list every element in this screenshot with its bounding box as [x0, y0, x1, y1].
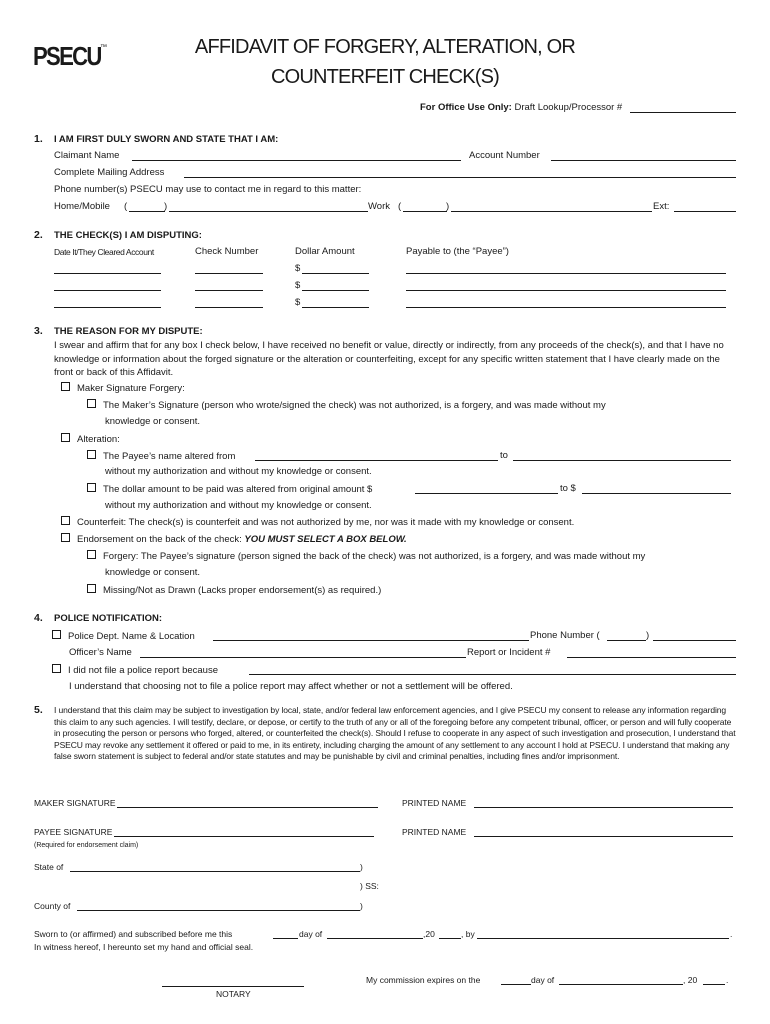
payee-field[interactable]: [406, 273, 726, 274]
commission-period: .: [726, 975, 729, 985]
section-4-heading: POLICE NOTIFICATION:: [54, 613, 163, 624]
report-number-label: Report or Incident #: [467, 647, 551, 658]
county-close-paren: ): [360, 901, 363, 911]
section-2-heading: THE CHECK(S) I AM DISPUTING:: [54, 230, 202, 241]
endorsement-label: Endorsement on the back of the check:: [77, 534, 242, 545]
title-line-2: COUNTERFEIT CHECK(S): [270, 66, 500, 88]
claimant-name-field[interactable]: [132, 160, 461, 161]
maker-signature-field[interactable]: [117, 807, 378, 808]
police-area-code-field[interactable]: [607, 640, 646, 641]
processor-number-line[interactable]: [630, 112, 736, 113]
sworn-statement-label: Sworn to (or affirmed) and subscribed before me this: [34, 929, 233, 939]
commission-year-prefix: , 20: [683, 975, 698, 985]
payee-forgery-option[interactable]: [87, 550, 645, 563]
payee-forgery-label-cont: knowledge or consent.: [105, 567, 201, 578]
ss-label: ) SS:: [360, 881, 379, 891]
payee-altered-checkbox[interactable]: [87, 450, 96, 459]
police-dept-option[interactable]: [52, 630, 195, 643]
commission-day-field[interactable]: [501, 984, 531, 985]
office-use-only: [420, 102, 622, 114]
check-number-field[interactable]: [195, 290, 263, 291]
commission-month-field[interactable]: [559, 984, 683, 985]
dispute-intro: I swear and affirm that for any box I check below, I have received no benefit or value, directly or indirectly, from any proceeds of the check(s), and that I have no knowledge or information about the forged signature or the alteration or counterfeiting, except for any specific written statement that I have clearly made on the front or back of this Affidavit.: [54, 340, 724, 378]
title-line-1: AFFIDAVIT OF FORGERY, ALTERATION, OR: [194, 36, 576, 58]
payee-altered-option[interactable]: [87, 450, 235, 463]
home-mobile-label: Home/Mobile: [54, 201, 110, 212]
officer-name-label: Officer’s Name: [69, 647, 132, 658]
missing-endorsement-option[interactable]: [87, 584, 381, 597]
police-dept-label: Police Dept. Name & Location: [68, 631, 195, 642]
col-payee: Payable to (the “Payee”): [406, 246, 509, 257]
amount-field[interactable]: [302, 307, 369, 308]
no-report-reason-field[interactable]: [249, 674, 736, 675]
counterfeit-checkbox[interactable]: [61, 516, 70, 525]
endorsement-required-note: (Required for endorsement claim): [34, 842, 139, 849]
section-2-number: 2.: [34, 229, 43, 241]
report-number-field[interactable]: [567, 657, 736, 658]
col-check-number: Check Number: [195, 246, 259, 257]
alteration-checkbox[interactable]: [61, 433, 70, 442]
altered-amount-field[interactable]: [582, 493, 731, 494]
police-phone-close-paren: ): [646, 630, 650, 641]
maker-forgery-label: Maker Signature Forgery:: [77, 383, 185, 394]
endorsement-note: YOU MUST SELECT A BOX BELOW.: [244, 534, 407, 545]
date-field[interactable]: [54, 290, 161, 291]
no-report-label: I did not file a police report because: [68, 665, 218, 676]
account-number-label: Account Number: [469, 150, 540, 161]
payee-altered-from-field[interactable]: [255, 460, 498, 461]
sworn-day-field[interactable]: [273, 938, 298, 939]
police-report-understanding: I understand that choosing not to file a police report may affect whether or not a settlement will be offered.: [69, 681, 513, 692]
ext-label: Ext:: [653, 201, 670, 212]
commission-day-of-label: day of: [531, 975, 555, 985]
notary-signature-field[interactable]: [162, 986, 304, 987]
home-phone-field[interactable]: [169, 211, 368, 212]
dollar-altered-checkbox[interactable]: [87, 483, 96, 492]
amount-field[interactable]: [302, 273, 369, 274]
counterfeit-label: Counterfeit: The check(s) is counterfeit and was not authorized by me, nor was it made with my knowledge or consent.: [77, 517, 575, 528]
dollar-altered-label: The dollar amount to be paid was altered from original amount $: [103, 484, 373, 495]
payee-altered-to-label: to: [500, 450, 508, 461]
notary-label: NOTARY: [216, 989, 251, 999]
work-area-open-paren: (: [398, 201, 402, 212]
dollar-altered-to-label: to $: [560, 483, 576, 494]
section-3-number: 3.: [34, 325, 43, 337]
trademark-symbol: ™: [100, 44, 107, 51]
work-area-code-field[interactable]: [403, 211, 447, 212]
state-of-label: State of: [34, 862, 64, 872]
mailing-address-label: Complete Mailing Address: [54, 167, 165, 178]
dollar-sign: $: [295, 263, 301, 274]
mailing-address-field[interactable]: [184, 177, 736, 178]
sworn-month-field[interactable]: [327, 938, 423, 939]
county-of-field[interactable]: [77, 910, 360, 911]
maker-signature-label: The Maker’s Signature (person who wrote/signed the check) was not authorized, is a forgery, and was made without my: [103, 400, 606, 411]
work-label: Work: [368, 201, 390, 212]
police-phone-field[interactable]: [653, 640, 736, 641]
account-number-field[interactable]: [551, 160, 736, 161]
sworn-year-prefix: ,20: [423, 929, 435, 939]
county-of-label: County of: [34, 901, 71, 911]
sworn-day-of-label: day of: [299, 929, 323, 939]
payee-altered-to-field[interactable]: [513, 460, 731, 461]
missing-endorsement-checkbox[interactable]: [87, 584, 96, 593]
claimant-name-label: Claimant Name: [54, 150, 120, 161]
office-use-label: For Office Use Only:: [420, 102, 512, 113]
col-date-cleared: Date It/They Cleared Account: [54, 247, 154, 257]
endorsement-checkbox[interactable]: [61, 533, 70, 542]
commission-year-field[interactable]: [703, 984, 725, 985]
commission-expires-label: My commission expires on the: [366, 975, 481, 985]
payee-printed-name-label: PRINTED NAME: [402, 827, 467, 837]
home-area-code-field[interactable]: [129, 211, 165, 212]
payee-field[interactable]: [406, 290, 726, 291]
dollar-sign: $: [295, 280, 301, 291]
state-of-field[interactable]: [70, 871, 360, 872]
maker-printed-name-field[interactable]: [474, 807, 733, 808]
dollar-sign: $: [295, 297, 301, 308]
sworn-by-label: , by: [461, 929, 475, 939]
sworn-period: .: [730, 929, 733, 939]
check-number-field[interactable]: [195, 273, 263, 274]
maker-signature-label: MAKER SIGNATURE: [34, 798, 116, 808]
maker-forgery-checkbox[interactable]: [61, 382, 70, 391]
check-number-field[interactable]: [195, 307, 263, 308]
office-use-value: Draft Lookup/Processor #: [514, 102, 623, 113]
ext-field[interactable]: [674, 211, 736, 212]
home-area-close-paren: ): [164, 201, 168, 212]
section-4-number: 4.: [34, 612, 43, 624]
officer-name-field[interactable]: [140, 657, 466, 658]
no-report-checkbox[interactable]: [52, 664, 61, 673]
alteration-option[interactable]: [61, 433, 120, 446]
sworn-by-field[interactable]: [477, 938, 729, 939]
state-close-paren: ): [360, 862, 363, 872]
alteration-label: Alteration:: [77, 434, 120, 445]
police-dept-checkbox[interactable]: [52, 630, 61, 639]
maker-forgery-option[interactable]: [61, 382, 185, 395]
home-area-open-paren: (: [124, 201, 128, 212]
maker-signature-label-cont: knowledge or consent.: [105, 416, 201, 427]
payee-signature-field[interactable]: [114, 836, 374, 837]
col-dollar-amount: Dollar Amount: [295, 246, 355, 257]
maker-signature-option[interactable]: [87, 399, 606, 412]
witness-statement: In witness hereof, I hereunto set my hand and official seal.: [34, 942, 254, 952]
endorsement-option[interactable]: [61, 533, 407, 546]
payee-signature-label: PAYEE SIGNATURE: [34, 827, 113, 837]
without-authorization-2: without my authorization and without my knowledge or consent.: [105, 500, 372, 511]
work-phone-field[interactable]: [451, 211, 652, 212]
date-field[interactable]: [54, 273, 161, 274]
payee-altered-label: The Payee’s name altered from: [103, 451, 236, 462]
police-phone-label: Phone Number (: [530, 630, 600, 641]
section-5-number: 5.: [34, 704, 43, 716]
police-dept-field[interactable]: [213, 640, 529, 641]
missing-endorsement-label: Missing/Not as Drawn (Lacks proper endorsement(s) as required.): [103, 585, 382, 596]
section-1-heading: I AM FIRST DULY SWORN AND STATE THAT I AM:: [54, 134, 279, 145]
consent-statement: I understand that this claim may be subject to investigation by local, state, and/or federal law enforcement agencies, and I give PSECU my consent to release any information regarding this claim to any such agencies. I will testify, declare, or depose, or certify to the truth of any or all of the foregoing before any competent tribunal, officer, or person and will fully cooperate in prosecuting the person or persons who forged, altered, or counterfeited the check(s). Should I refuse to cooperate in any aspect of such investigation and prosecution, I understand that PSECU may revoke any settlement it offered or paid to me, in its entirety, including charging the amount of any settlement to any account I hold at PSECU. I understand that making any false sworn statement is subject to federal and/or state statutes and may be punishable by civil and criminal penalties, including fines and/or imprisonment.: [54, 705, 736, 761]
psecu-logo: PSECU: [33, 41, 101, 71]
counterfeit-option[interactable]: [61, 516, 574, 529]
original-amount-field[interactable]: [415, 493, 558, 494]
no-report-option[interactable]: [52, 664, 218, 677]
date-field[interactable]: [54, 307, 161, 308]
payee-forgery-label: Forgery: The Payee’s signature (person signed the back of the check) was not authorized, is a forgery, and was made without my: [103, 551, 646, 562]
without-authorization-1: without my authorization and without my knowledge or consent.: [105, 466, 372, 477]
dollar-altered-option[interactable]: [87, 483, 372, 496]
payee-printed-name-field[interactable]: [474, 836, 733, 837]
section-1-number: 1.: [34, 133, 43, 145]
section-3-heading: THE REASON FOR MY DISPUTE:: [54, 326, 203, 337]
work-area-close-paren: ): [446, 201, 450, 212]
maker-printed-name-label: PRINTED NAME: [402, 798, 467, 808]
payee-forgery-checkbox[interactable]: [87, 550, 96, 559]
sworn-year-field[interactable]: [439, 938, 461, 939]
maker-signature-checkbox[interactable]: [87, 399, 96, 408]
amount-field[interactable]: [302, 290, 369, 291]
phone-intro: Phone number(s) PSECU may use to contact me in regard to this matter:: [54, 184, 362, 195]
payee-field[interactable]: [406, 307, 726, 308]
